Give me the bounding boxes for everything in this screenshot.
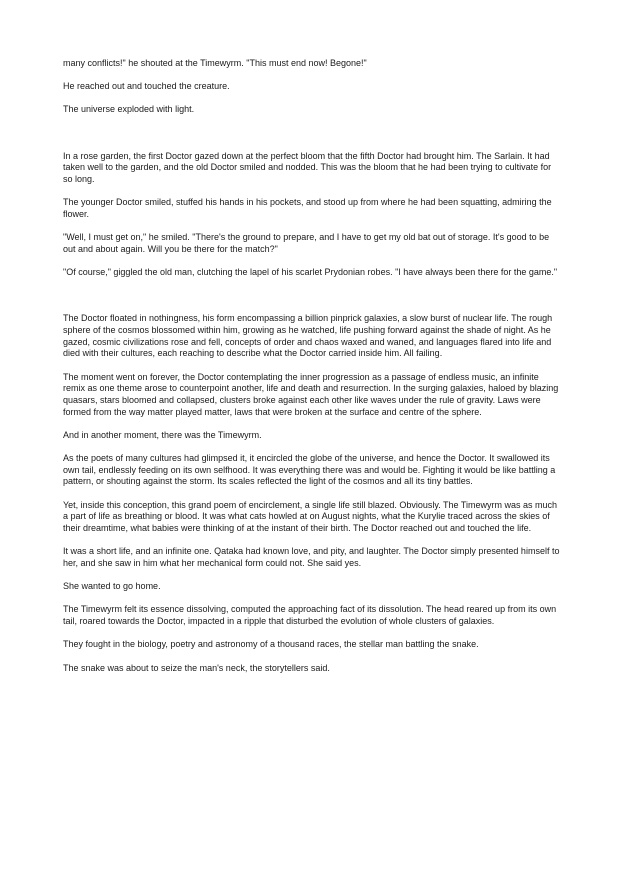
paragraph: They fought in the biology, poetry and astronomy of a thousand races, the stellar man battling the snake. <box>63 639 479 650</box>
paragraph: The moment went on forever, the Doctor contemplating the inner progression as a passage of endless music, an infinite remix as one theme arose to counterpoint another, life and death and resurrection. In the surging galaxies, haloed by blazing quasars, stars bloomed and collapsed, clusters broke against each other like waves under the rule of gravity. Laws were formed from the way matter played matter, laws that were broken at the surface and centre of the sphere. <box>63 371 559 417</box>
paragraph: The Timewyrm felt its essence dissolving, computed the approaching fact of its dissolution. The head reared up from its own tail, roared towards the Doctor, impacted in a ripple that disturbed the evolution of whole clusters of galaxies. <box>63 604 557 627</box>
paragraph: She wanted to go home. <box>63 581 161 592</box>
paragraph: The universe exploded with light. <box>63 104 195 115</box>
body-text <box>63 58 563 686</box>
paragraph: "Of course," giggled the old man, clutching the lapel of his scarlet Prydonian robes. "I have always been there for the game." <box>63 267 558 278</box>
paragraph: "Well, I must get on," he smiled. "There's the ground to prepare, and I have to get my old bat out of storage. It's good to be out and about again. Will you be there for the match?" <box>63 232 550 254</box>
paragraph: It was a short life, and an infinite one. Qataka had known love, and pity, and laughter. The Doctor simply presented himself to her, and she saw in him what her mechanical form could not. She said yes. <box>63 546 560 568</box>
paragraph: many conflicts!" he shouted at the Timewyrm. "This must end now! Begone!" <box>63 58 367 68</box>
paragraph: In a rose garden, the first Doctor gazed down at the perfect bloom that the fifth Doctor had brought him. The Sarlain. It had taken well to the garden, and the old Doctor smiled and nodded. This was the bloom that he had been trying to cultivate for so long. <box>63 150 552 185</box>
scene-break <box>63 128 563 151</box>
paragraph: He reached out and touched the creature. <box>63 81 230 92</box>
paragraph: The snake was about to seize the man's neck, the storytellers said. <box>63 662 330 673</box>
paragraph: The Doctor floated in nothingness, his form encompassing a billion pinprick galaxies, a slow burst of nuclear life. The rough sphere of the cosmos blossomed within him, growing as he watched, life pushing forward against the shade of night. As he gazed, cosmic civilizations rose and fell, concepts of order and chaos waxed and waned, and languages flared into life and died with their cultures, each reaching to describe what the Doctor carried inside him. All failing. <box>63 313 553 359</box>
paragraph: As the poets of many cultures had glimpsed it, it encircled the globe of the universe, and hence the Doctor. It swallowed its own tail, endlessly feeding on its own selfhood. It was everything there was and would be. Fighting it would be like battling a pattern, or shouting against the storm. Its scales reflected the light of the cosmos and all its tiny battles. <box>63 453 556 487</box>
scene-break <box>63 290 563 313</box>
paragraph: The younger Doctor smiled, stuffed his hands in his pockets, and stood up from where he had been squatting, admiring the flower. <box>63 197 552 219</box>
paragraph: And in another moment, there was the Timewyrm. <box>63 429 262 440</box>
paragraph: Yet, inside this conception, this grand poem of encirclement, a single life still blazed. Obviously. The Timewyrm was as much a part of life as breathing or blood. It was what cats howled at on August nights, what the Kurylie traced across the skies of their dreamtime, what babies were thinking of at the instant of their birth. The Doctor reached out and touched the life. <box>63 499 558 534</box>
